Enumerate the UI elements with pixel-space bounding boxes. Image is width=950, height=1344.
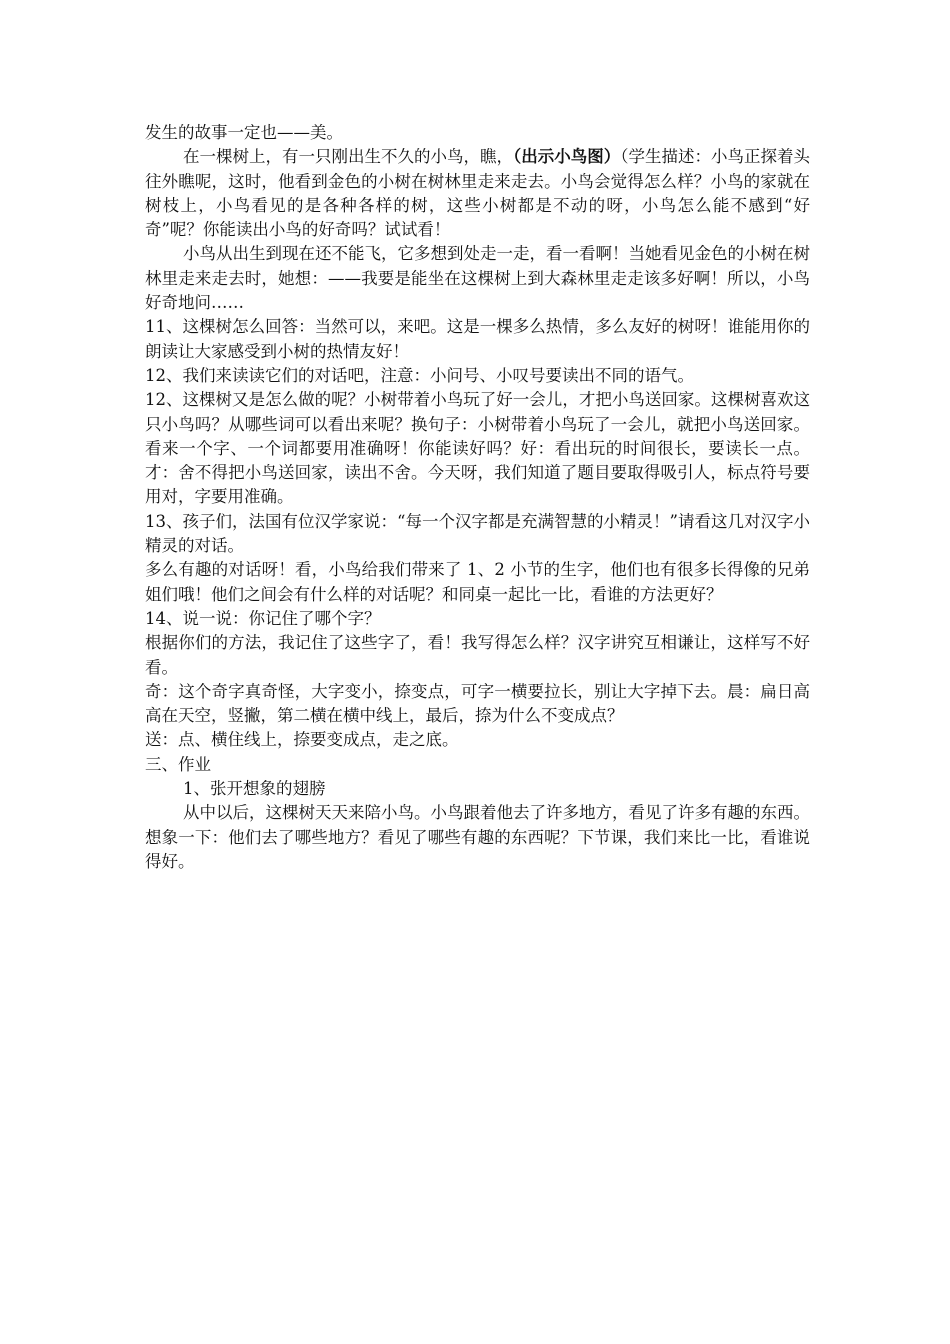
paragraph-11: 奇：这个奇字真奇怪，大字变小，捺变点，可字一横要拉长，别让大字掉下去。晨：扁日高高在天空，竖撇，第二横在横中线上，最后，捺为什么不变成点？ xyxy=(145,681,810,726)
paragraph-3: 小鸟从出生到现在还不能飞，它多想到处走一走，看一看啊！当她看见金色的小树在树林里走来走去时，她想：——我要是能坐在这棵树上到大森林里走走该多好啊！所以，小鸟好奇地问…… xyxy=(145,244,810,313)
paragraph-12: 送：点、横住线上，捺要变成点，走之底。 xyxy=(145,730,459,750)
document-page xyxy=(145,121,810,874)
paragraph-9: 14、说一说：你记住了哪个字？ xyxy=(145,608,381,628)
paragraph-15: 从中以后，这棵树天天来陪小鸟。小鸟跟着他去了许多地方，看见了许多有趣的东西。想象一下：他们去了哪些地方？看见了哪些有趣的东西呢？下节课，我们来比一比，看谁说得好。 xyxy=(145,803,810,871)
show-bird-picture-note: （出示小鸟图） xyxy=(513,147,621,167)
paragraph-2-text-a: 在一棵树上，有一只刚出生不久的小鸟，瞧， xyxy=(183,147,513,167)
paragraph-6: 12、这棵树又是怎么做的呢？小树带着小鸟玩了好一会儿，才把小鸟送回家。这棵树喜欢这只小鸟吗？从哪些词可以看出来呢？换句子：小树带着小鸟玩了一会儿，就把小鸟送回家。看来一个字、一个词都要用准确呀！你能读好吗？好：看出玩的时间很长，要读长一点。才：舍不得把小鸟送回家，读出不舍。今天呀，我们知道了题目要取得吸引人，标点符号要用对，字要用准确。 xyxy=(145,390,810,507)
paragraph-10: 根据你们的方法，我记住了这些字了，看！我写得怎么样？汉字讲究互相谦让，这样写不好看。 xyxy=(145,633,810,677)
paragraph-2 xyxy=(145,145,810,242)
paragraph-1: 发生的故事一定也——美。 xyxy=(145,123,343,142)
section-heading-homework: 三、作业 xyxy=(145,754,211,774)
paragraph-4: 11、这棵树怎么回答：当然可以，来吧。这是一棵多么热情，多么友好的树呀！谁能用你的朗读让大家感受到小树的热情友好！ xyxy=(145,317,810,361)
paragraph-2-text-b: （学生描述：小鸟正探着头往外瞧呢，这时，他看到金色的小树在树林里走来走去。小鸟会觉得怎么样？小鸟的家就在树枝上，小鸟看见的是各种各样的树，这些小树都是不动的呀，小鸟怎么能不感到“好奇”呢？你能读出小鸟的好奇吗？试试看！ xyxy=(145,147,810,240)
homework-item-1: 1、张开想象的翅膀 xyxy=(183,779,326,799)
paragraph-8: 多么有趣的对话呀！看，小鸟给我们带来了 1、2 小节的生字，他们也有很多长得像的兄弟姐们哦！他们之间会有什么样的对话呢？和同桌一起比一比，看谁的方法更好？ xyxy=(145,560,810,604)
paragraph-7: 13、孩子们，法国有位汉学家说：“每一个汉字都是充满智慧的小精灵！”请看这几对汉字小精灵的对话。 xyxy=(145,511,810,556)
paragraph-5: 12、我们来读读它们的对话吧，注意：小问号、小叹号要读出不同的语气。 xyxy=(145,365,694,385)
